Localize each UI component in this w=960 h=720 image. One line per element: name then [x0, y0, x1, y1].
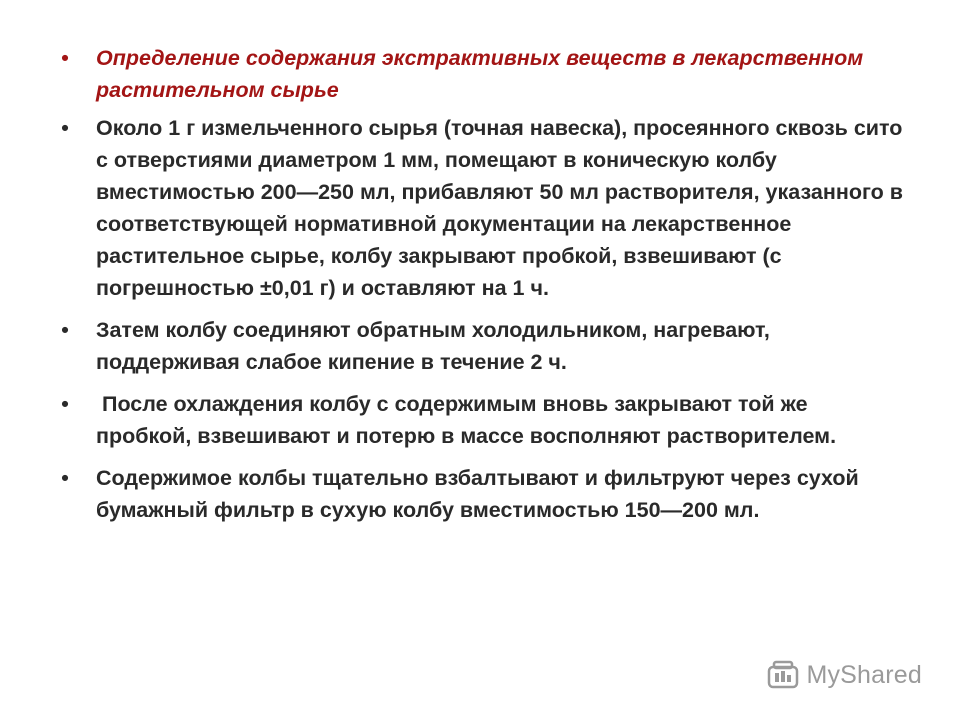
bullet-text: После охлаждения колбу с содержимым вновь закрывают той же пробкой, взвешивают и потерю в массе восполняют растворителем. — [96, 392, 837, 448]
slide-title-text: Определение содержания экстрактивных веществ в лекарственном растительном сырье — [96, 46, 864, 102]
bullet-dot: • — [61, 466, 69, 490]
bullet-item — [58, 462, 908, 526]
bullet-dot: • — [61, 116, 69, 140]
myshared-watermark — [766, 658, 922, 692]
bullet-text: Содержимое колбы тщательно взбалтывают и фильтруют через сухой бумажный фильтр в сухую колбу вместимостью 150—200 мл. — [96, 466, 859, 522]
bullet-text: Около 1 г измельченного сырья (точная навеска), просеянного сквозь сито с отверстиями диаметром 1 мм, помещают в коническую колбу вместимостью 200—250 мл, прибавляют 50 мл растворителя, указанного в соответствующей нормативной документации на лекарственное растительное сырье, колбу закрывают пробкой, взвешивают (с погрешностью ±0,01 г) и оставляют на 1 ч. — [96, 116, 903, 300]
bullet-dot: • — [61, 318, 69, 342]
bullet-item — [58, 388, 908, 452]
bullet-list — [58, 42, 908, 536]
bullet-item — [58, 112, 908, 304]
watermark-text: MyShared — [806, 660, 922, 689]
bullet-dot: • — [61, 392, 69, 416]
bullet-text: Затем колбу соединяют обратным холодильником, нагревают, поддерживая слабое кипение в течение 2 ч. — [96, 318, 770, 374]
bullet-dot: • — [61, 46, 69, 70]
slide-title-bullet — [58, 42, 908, 106]
myshared-logo-icon — [766, 658, 800, 692]
bullet-item — [58, 314, 908, 378]
